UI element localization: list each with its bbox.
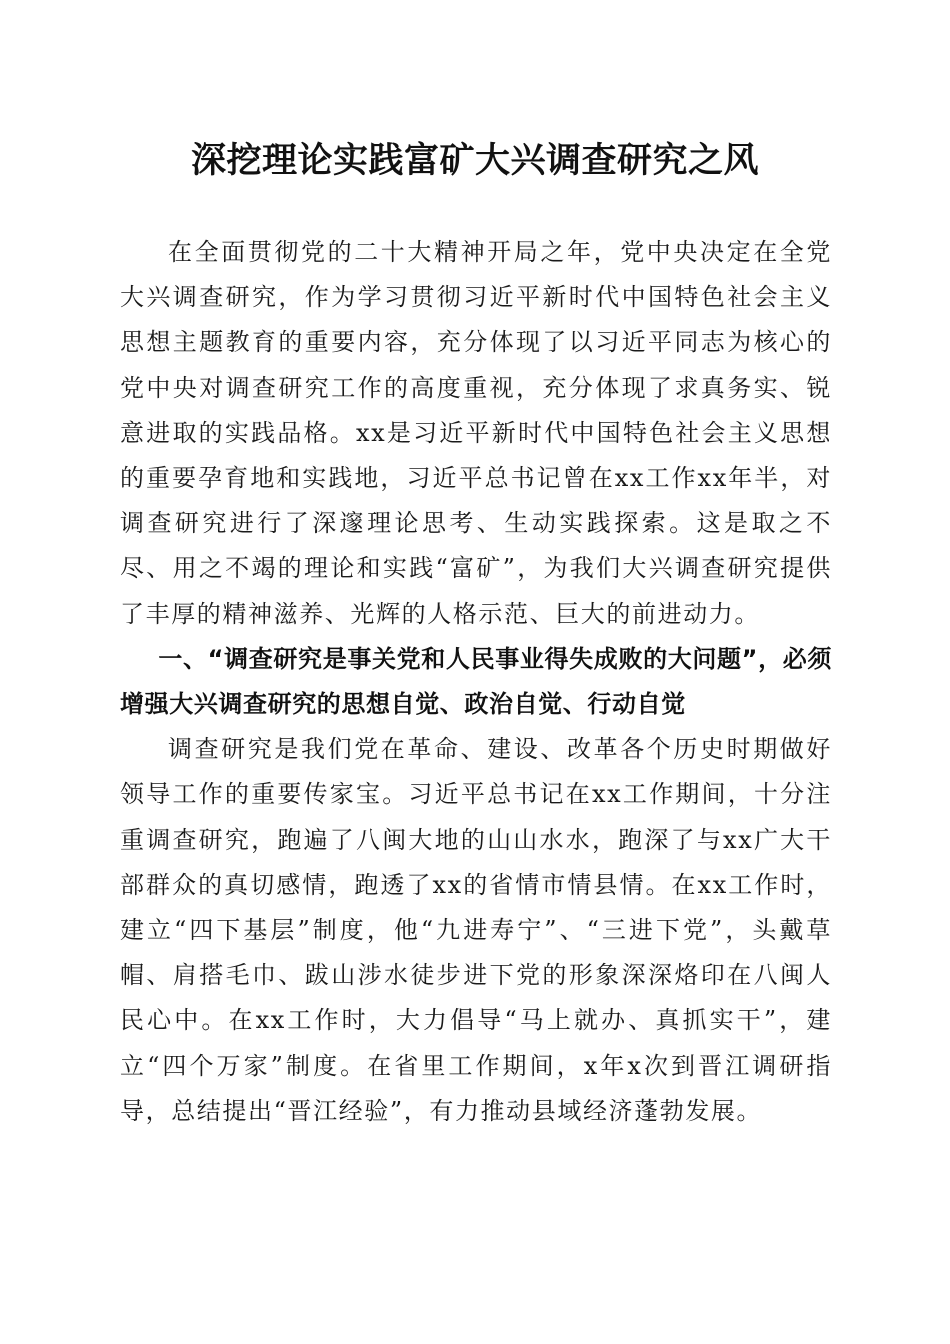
document-body [120, 230, 832, 1134]
intro-paragraph: 在全面贯彻党的二十大精神开局之年，党中央决定在全党大兴调查研究，作为学习贯彻习近平新时代中国特色社会主义思想主题教育的重要内容，充分体现了以习近平同志为核心的党中央对调查研究工作的高度重视，充分体现了求真务实、锐意进取的实践品格。xx是习近平新时代中国特色社会主义思想的重要孕育地和实践地，习近平总书记曾在xx工作xx年半，对调查研究进行了深邃理论思考、生动实践探索。这是取之不尽、用之不竭的理论和实践“富矿”，为我们大兴调查研究提供了丰厚的精神滋养、光辉的人格示范、巨大的前进动力。 [120, 238, 832, 628]
document-title: 深挖理论实践富矿大兴调查研究之风 [190, 140, 759, 181]
section-paragraph: 调查研究是我们党在革命、建设、改革各个历史时期做好领导工作的重要传家宝。习近平总书记在xx工作期间，十分注重调查研究，跑遍了八闽大地的山山水水，跑深了与xx广大干部群众的真切感情，跑透了xx的省情市情县情。在xx工作时，建立“四下基层”制度，他“九进寿宁”、“三进下党”，头戴草帽、肩搭毛巾、跋山涉水徒步进下党的形象深深烙印在八闽人民心中。在xx工作时，大力倡导“马上就办、真抓实干”，建立“四个万家”制度。在省里工作期间，x年x次到晋江调研指导，总结提出“晋江经验”，有力推动县域经济蓬勃发展。 [120, 735, 832, 1125]
section-heading: 一、“调查研究是事关党和人民事业得失成败的大问题”，必须增强大兴调查研究的思想自觉、政治自觉、行动自觉 [120, 644, 832, 719]
